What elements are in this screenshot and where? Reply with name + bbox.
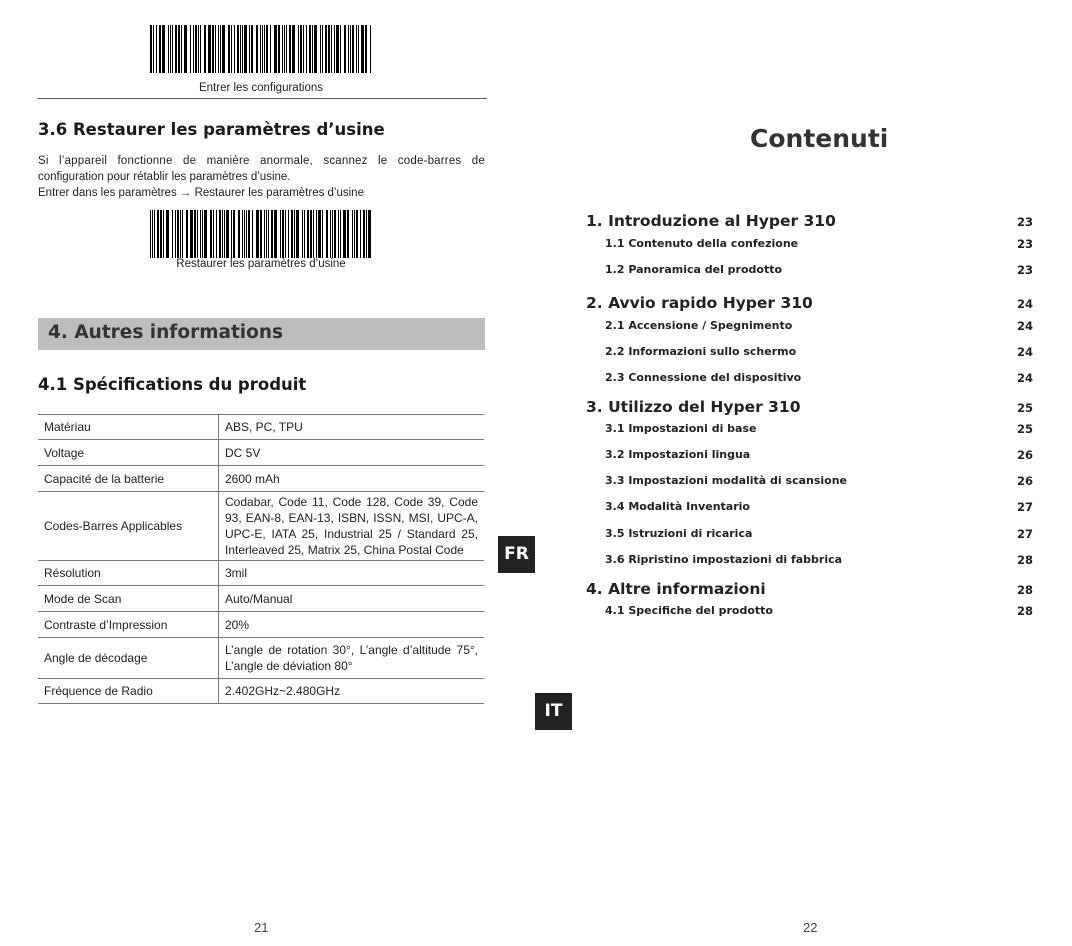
table-row (38, 679, 484, 704)
table-row (38, 415, 484, 440)
toc-subheading: 2.2 Informazioni sullo schermo (605, 345, 797, 358)
spec-value: 3mil (219, 561, 485, 586)
toc-subheading: 3.6 Ripristino impostazioni di fabbrica (605, 553, 843, 566)
table-row (38, 612, 484, 638)
spec-key: Voltage (38, 440, 219, 466)
toc-page-number: 27 (1016, 500, 1033, 514)
toc-page-number: 23 (1016, 237, 1033, 251)
table-row (38, 638, 484, 679)
spec-key: Résolution (38, 561, 219, 586)
toc-page-number: 23 (1016, 215, 1033, 229)
page-number: 21 (254, 920, 269, 935)
toc-subheading: 3.5 Istruzioni di ricarica (605, 527, 753, 540)
toc-subheading: 2.1 Accensione / Spegnimento (605, 319, 793, 332)
barcode-enter-config (150, 25, 372, 73)
table-row (38, 586, 484, 612)
toc-page-number: 28 (1016, 583, 1033, 597)
spec-key: Codes-Barres Applicables (38, 492, 219, 561)
toc-page-number: 23 (1016, 263, 1033, 277)
table-row (38, 466, 484, 492)
toc-page-number: 25 (1016, 422, 1033, 436)
spec-value: 2.402GHz~2.480GHz (219, 679, 485, 704)
paragraph-line: Si l’appareil fonctionne de manière anormale, scannez le code-barres de (38, 155, 485, 167)
toc-heading: 1. Introduzione al Hyper 310 (586, 212, 836, 230)
toc-page-number: 24 (1016, 297, 1033, 311)
spec-table (38, 414, 484, 704)
barcode-caption: Restaurer les paramètres d’usine (176, 258, 346, 270)
toc-heading: 4. Altre informazioni (586, 580, 766, 598)
table-row (38, 561, 484, 586)
toc-subheading: 4.1 Specifiche del prodotto (605, 604, 773, 617)
barcode-caption: Entrer les configurations (198, 82, 323, 94)
table-row (38, 492, 484, 561)
toc-subheading: 2.3 Connessione del dispositivo (605, 371, 802, 384)
toc-subheading: 3.1 Impostazioni di base (605, 422, 757, 435)
barcode-factory-reset (150, 210, 374, 258)
section-banner (38, 318, 485, 350)
divider (37, 98, 487, 99)
spec-key: Contraste d’Impression (38, 612, 219, 638)
toc-page-number: 24 (1016, 371, 1033, 385)
banner-title: 4. Autres informations (48, 322, 284, 343)
spec-key: Capacité de la batterie (38, 466, 219, 492)
page-title: Contenuti (750, 124, 889, 153)
spec-key: Mode de Scan (38, 586, 219, 612)
toc-heading: 2. Avvio rapido Hyper 310 (586, 294, 813, 312)
spec-key: Fréquence de Radio (38, 679, 219, 704)
toc-page-number: 24 (1016, 345, 1033, 359)
spec-title: 4.1 Spécifications du produit (38, 375, 307, 394)
spec-value: 2600 mAh (219, 466, 485, 492)
toc-page-number: 24 (1016, 319, 1033, 333)
toc-heading: 3. Utilizzo del Hyper 310 (586, 398, 801, 416)
toc-subheading: 3.3 Impostazioni modalità di scansione (605, 474, 848, 487)
spec-value: 20% (219, 612, 485, 638)
toc-page-number: 25 (1016, 401, 1033, 415)
toc-page-number: 28 (1016, 604, 1033, 618)
section-title: 3.6 Restaurer les paramètres d’usine (38, 120, 385, 139)
toc-subheading: 1.1 Contenuto della confezione (605, 237, 799, 250)
toc-page-number: 26 (1016, 474, 1033, 488)
language-badge-it: IT (535, 693, 572, 730)
language-badge-fr: FR (498, 536, 535, 573)
spec-value: ABS, PC, TPU (219, 415, 485, 440)
toc-page-number: 28 (1016, 553, 1033, 567)
toc-page-number: 27 (1016, 527, 1033, 541)
spec-value: Auto/Manual (219, 586, 485, 612)
spec-value: DC 5V (219, 440, 485, 466)
table-row (38, 440, 484, 466)
paragraph-line: configuration pour rétablir les paramètres d’usine. (38, 171, 291, 183)
spec-value: L’angle de rotation 30°, L’angle d’altitude 75°, L’angle de déviation 80° (219, 638, 485, 679)
section-paragraph (38, 153, 485, 201)
toc-page-number: 26 (1016, 448, 1033, 462)
spec-key: Angle de décodage (38, 638, 219, 679)
paragraph-line: Entrer dans les paramètres → Restaurer les paramètres d’usine (38, 187, 364, 199)
spec-value: Codabar, Code 11, Code 128, Code 39, Code 93, EAN-8, EAN-13, ISBN, ISSN, MSI, UPC-A, UPC-E, IATA 25, Industrial 25 / Standard 25, Interleaved 25, Matrix 25, China Postal Code (219, 492, 485, 561)
toc-subheading: 3.2 Impostazioni lingua (605, 448, 751, 461)
toc-subheading: 1.2 Panoramica del prodotto (605, 263, 783, 276)
toc-subheading: 3.4 Modalità Inventario (605, 500, 750, 513)
spec-key: Matériau (38, 415, 219, 440)
page-number: 22 (803, 920, 818, 935)
